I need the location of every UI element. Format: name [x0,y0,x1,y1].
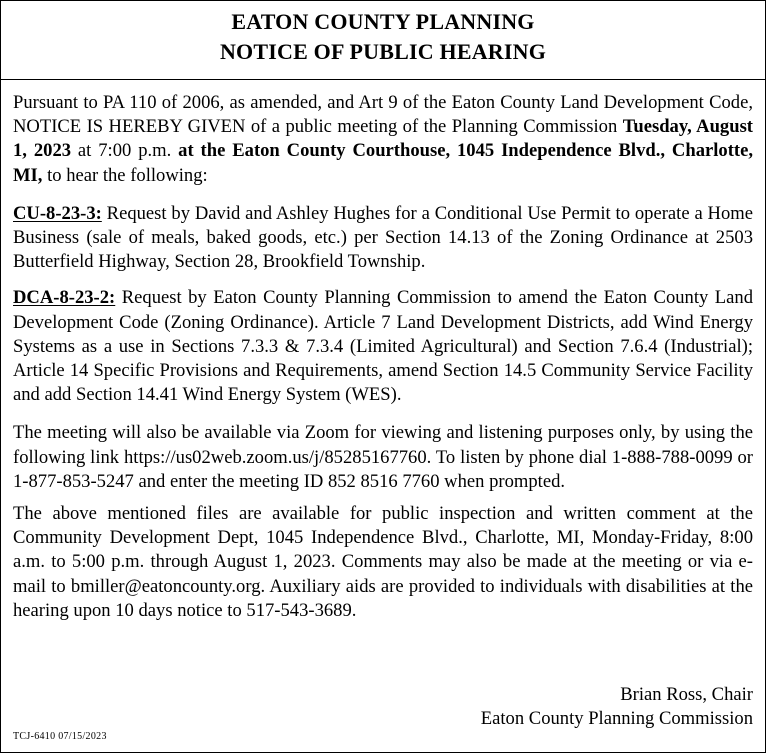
signature-org: Eaton County Planning Commission [480,708,753,729]
footer-code: TCJ-6410 07/15/2023 [13,731,107,742]
header-subtitle: NOTICE OF PUBLIC HEARING [219,39,547,64]
meeting-date: Tuesday, August 1, 2023 [13,116,753,162]
case-id: CU-8-23-3: [13,202,102,224]
files-paragraph: The above mentioned files are available for public inspection and written comment at the Community Development Dept, 1045 Independence Blvd., Charlotte, MI, Monday-Friday, 8:00 a.m. to 5:00 p.m. through August 1, 2023. Comments may also be made at the meeting or via e-mail to bmiller@eatoncounty.org. Auxiliary aids are provided to individuals with disabilities at the hearing upon 10 days notice to 517-543-3689. [13,503,753,621]
meeting-location: at the Eaton County Courthouse, 1045 Independence Blvd., Charlotte, MI, [13,140,753,186]
signature-name: Brian Ross, Chair [620,684,753,705]
case-description: Request by Eaton County Planning Commission to amend the Eaton County Land Development Code (Zoning Ordinance). Article 7 Land Development Districts, add Wind Energy Systems as a use in Sections 7.3.3 & 7.3.4 (Limited Agricultural) and Section 7.6.4 (Industrial); Article 14 Specific Provisions and Requirements, amend Section 14.5 Community Service Facility and add Section 14.41 Wind Energy System (WES). [13,287,753,406]
notice-body [13,91,753,635]
intro-text-3: to hear the following: [42,164,208,186]
signature-block [481,683,753,731]
intro-text-2: at 7:00 p.m. [71,140,179,162]
intro-paragraph [13,91,753,188]
intro-text-1: Pursuant to PA 110 of 2006, as amended, and Art 9 of the Eaton County Land Development Code, NOTICE IS HEREBY GIVEN of a public meeting of the Planning Commission [13,92,753,138]
notice-header [1,1,765,80]
case-item [13,202,753,275]
header-title: EATON COUNTY PLANNING [231,9,535,34]
case-id: DCA-8-23-2: [13,287,116,309]
case-item [13,286,753,407]
zoom-paragraph: The meeting will also be available via Zoom for viewing and listening purposes only, by using the following link https://us02web.zoom.us/j/85285167760. To listen by phone dial 1-888-788-0099 or 1-877-853-5247 and enter the meeting ID 852 8516 7760 when prompted. [13,422,753,492]
case-description: Request by David and Ashley Hughes for a Conditional Use Permit to operate a Home Business (sale of meals, baked goods, etc.) per Section 14.13 of the Zoning Ordinance at 2503 Butterfield Highway, Section 28, Brookfield Township. [13,202,753,273]
